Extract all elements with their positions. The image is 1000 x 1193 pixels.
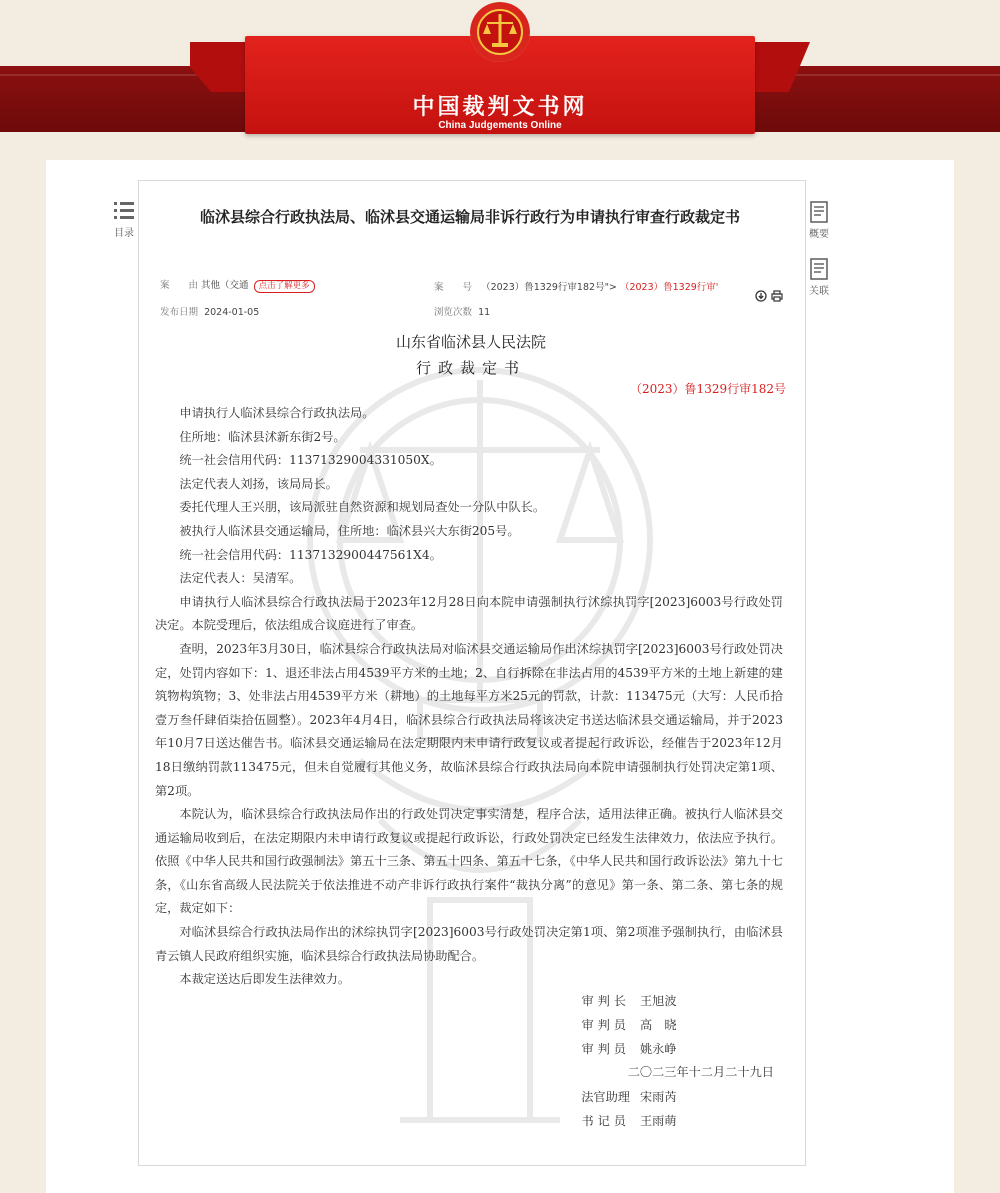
- list-icon: [112, 200, 136, 222]
- related-button[interactable]: [799, 258, 839, 297]
- judgment-body: [155, 402, 783, 992]
- meta-views: [434, 304, 490, 318]
- paragraph: 申请执行人临沭县综合行政执法局。: [179, 406, 375, 420]
- meta-case-no-key: 案 号: [434, 282, 473, 293]
- signature-role: 书记员: [581, 1113, 630, 1128]
- site-title[interactable]: 中国裁判文书网: [412, 95, 588, 120]
- signature-role: 审判员: [581, 1041, 630, 1056]
- toc-label: 目录: [114, 228, 134, 239]
- paragraph: 查明，2023年3月30日，临沭县综合行政执法局对临沭县交通运输局作出沭综执罚字[2023]6003号行政处罚决定，处罚内容如下：1、退还非法占用4539平方米的土地；2、自行拆除在非法占用的4539平方米的土地上新建的建筑物构筑物；3、处非法占用4539平方米（耕地）的土地每平方米25元的罚款，计款：113475元（大写：人民币拾壹万叁仟肆佰柒拾伍圆整）。2023年4月4日，临沭县综合行政执法局将该决定书送达临沭县交通运输局，并于2023年10月7日送达催告书。临沭县交通运输局在法定期限内未申请行政复议或者提起行政诉讼，经催告于2023年12月18日缴纳罚款113475元，但未自觉履行其他义务，故临沭县综合行政执法局向本院申请强制执行处罚决定第1项、第2项。: [155, 641, 783, 798]
- meta-cause: [160, 277, 315, 293]
- signature-name: 姚永峥: [640, 1041, 677, 1056]
- meta-cause-value: 其他（交通: [201, 280, 249, 291]
- related-label: 关联: [809, 286, 829, 297]
- document-title: 临沭县综合行政执法局、临沭县交通运输局非诉行政行为申请执行审查行政裁定书: [199, 208, 740, 226]
- related-document-icon: [809, 258, 829, 280]
- meta-publish-key: 发布日期: [160, 307, 199, 318]
- meta-publish-value: 2024-01-05: [204, 307, 260, 318]
- learn-more-button[interactable]: 点击了解更多: [254, 280, 315, 293]
- paragraph: 法定代表人刘扬，该局局长。: [179, 476, 338, 491]
- print-icon[interactable]: [771, 290, 783, 302]
- signature-assistant: [560, 1084, 790, 1108]
- paragraph: 本裁定送达后即发生法律效力。: [179, 972, 351, 987]
- paragraph: 法定代表人：吴清军。: [179, 571, 302, 586]
- document-icon: [809, 201, 829, 223]
- signature-clerk: [560, 1108, 790, 1132]
- signature-chief: [560, 988, 790, 1012]
- site-header: [0, 0, 1000, 140]
- meta-case-no-red: （2023）鲁1329行审': [619, 282, 719, 293]
- paragraph: 申请执行人临沭县综合行政执法局于2023年12月28日向本院申请强制执行沭综执罚字[2023]6003号行政处罚决定。本院受理后，依法组成合议庭进行了审查。: [155, 594, 783, 633]
- signature-judge2: [560, 1036, 790, 1060]
- paragraph: 对临沭县综合行政执法局作出的沭综执罚字[2023]6003号行政处罚决定第1项、第2项准予强制执行，由临沭县青云镇人民政府组织实施，临沭县综合行政执法局协助配合。: [155, 925, 783, 963]
- signature-name: 高 晓: [640, 1017, 677, 1032]
- download-icon[interactable]: [755, 290, 767, 302]
- signature-name: 宋雨芮: [640, 1089, 677, 1104]
- paragraph: 被执行人临沭县交通运输局，住所地：临沭县兴大东街205号。: [179, 523, 520, 538]
- meta-case-no: [434, 279, 718, 293]
- signature-name: 王旭波: [640, 993, 677, 1008]
- summary-label: 概要: [809, 229, 829, 240]
- signature-role: 法官助理: [581, 1089, 630, 1104]
- court-emblem-icon: [470, 2, 530, 62]
- signature-name: 王雨萌: [640, 1113, 677, 1128]
- meta-cause-key: 案 由: [160, 280, 199, 291]
- case-number: （2023）鲁1329行审182号: [630, 382, 786, 396]
- court-name: 山东省临沭县人民法院: [395, 333, 546, 351]
- signature-date: 二〇二三年十二月二十九日: [627, 1065, 774, 1079]
- signature-role: 审判员: [581, 1017, 630, 1032]
- meta-case-no-value: （2023）鲁1329行审182号">: [481, 282, 617, 293]
- paragraph: 本院认为，临沭县综合行政执法局作出的行政处罚决定事实清楚，程序合法，适用法律正确。被执行人临沭县交通运输局收到后，在法定期限内未申请行政复议或提起行政诉讼，行政处罚决定已经发生法律效力，依法应予执行。依照《中华人民共和国行政强制法》第五十三条、第五十四条、第五十七条，《中华人民共和国行政诉讼法》第九十七条，《山东省高级人民法院关于依法推进不动产非诉行政执行案件“裁执分离”的意见》第一条、第二条、第七条的规定，裁定如下：: [155, 807, 783, 916]
- paragraph: 统一社会信用代码：11371329004331050X。: [179, 453, 442, 468]
- summary-button[interactable]: [799, 201, 839, 240]
- meta-views-value: 11: [478, 307, 491, 318]
- signature-role: 审判长: [581, 993, 630, 1008]
- meta-publish-date: [160, 304, 259, 318]
- signature-block: [560, 988, 790, 1132]
- paragraph: 委托代理人王兴朋，该局派驻自然资源和规划局查处一分队中队长。: [179, 500, 546, 515]
- signature-judge1: [560, 1012, 790, 1036]
- meta-views-key: 浏览次数: [434, 307, 473, 318]
- site-subtitle: China Judgements Online: [438, 120, 562, 131]
- toc-button[interactable]: [104, 200, 144, 239]
- document-tools: [755, 290, 785, 302]
- paragraph: 住所地：临沭县沭新东街2号。: [179, 429, 346, 444]
- document-type: 行政裁定书: [415, 359, 526, 377]
- paragraph: 统一社会信用代码：113713290044756​1X4。: [179, 547, 442, 562]
